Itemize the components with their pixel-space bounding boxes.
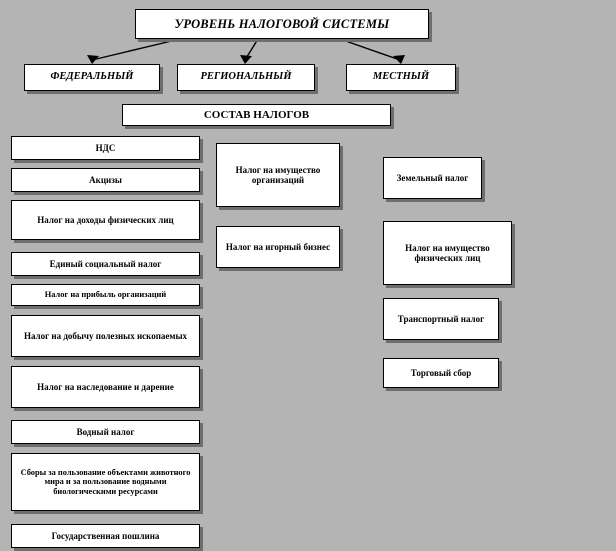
tax-label: Налог на имущество физических лиц <box>405 242 490 263</box>
federal-tax-item <box>11 524 200 548</box>
diagram-title-box <box>135 9 429 39</box>
tax-label: Налог на наследование и дарение <box>37 381 174 392</box>
federal-tax-item <box>11 284 200 306</box>
local-tax-item <box>383 157 482 199</box>
federal-tax-item <box>11 420 200 444</box>
tax-label: Водный налог <box>76 426 135 437</box>
tax-label: Налог на добычу полезных ископаемых <box>23 330 188 341</box>
level-box-local <box>346 64 456 91</box>
federal-tax-item <box>11 366 200 408</box>
local-tax-item <box>383 221 512 285</box>
local-tax-item <box>383 358 499 388</box>
federal-tax-item <box>11 453 200 511</box>
federal-tax-item <box>11 200 200 240</box>
level-label: РЕГИОНАЛЬНЫЙ <box>200 71 292 83</box>
level-box-federal <box>24 64 160 91</box>
composition-title: СОСТАВ НАЛОГОВ <box>203 108 310 121</box>
diagram-title: УРОВЕНЬ НАЛОГОВОЙ СИСТЕМЫ <box>174 16 390 31</box>
tax-label: Сборы за пользование объектами животного мира и за пользование водными биологическими ресурсами <box>20 467 191 496</box>
tax-label: Налог на игорный бизнес <box>225 241 331 252</box>
level-box-regional <box>177 64 315 91</box>
tax-label: Земельный налог <box>396 172 469 183</box>
federal-tax-item <box>11 168 200 192</box>
regional-tax-item <box>216 143 340 207</box>
local-tax-item <box>383 298 499 340</box>
tax-label: Торговый сбор <box>410 367 472 378</box>
level-label: МЕСТНЫЙ <box>372 71 430 83</box>
tax-label: Акцизы <box>89 174 122 185</box>
federal-tax-item <box>11 315 200 357</box>
tax-label: Транспортный налог <box>397 313 485 324</box>
tax-label: Налог на прибыль организаций <box>44 290 167 300</box>
tax-label: Налог на имущество организаций <box>235 164 321 185</box>
tax-label: Единый социальный налог <box>49 258 162 269</box>
tax-label: Налог на доходы физических лиц <box>37 214 174 225</box>
level-label: ФЕДЕРАЛЬНЫЙ <box>50 71 134 83</box>
tax-label: Государственная пошлина <box>51 530 160 541</box>
tax-label: НДС <box>95 142 116 153</box>
federal-tax-item <box>11 252 200 276</box>
federal-tax-item <box>11 136 200 160</box>
regional-tax-item <box>216 226 340 268</box>
composition-title-box <box>122 104 391 126</box>
